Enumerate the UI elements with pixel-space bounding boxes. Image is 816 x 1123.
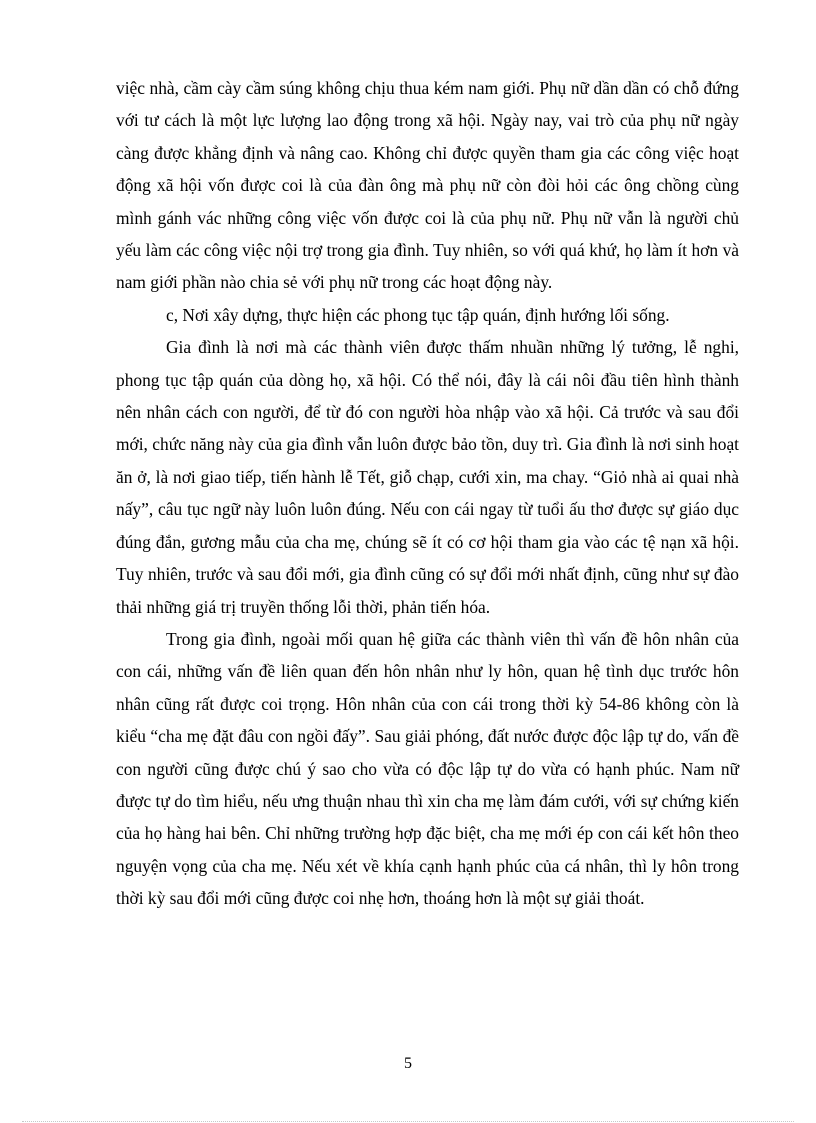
paragraph-continuation: việc nhà, cầm cày cầm súng không chịu thua kém nam giới. Phụ nữ dần dần có chỗ đứng với tư cách là một lực lượng lao động trong xã hội. Ngày nay, vai trò của phụ nữ ngày càng được khẳng định và nâng cao. Không chỉ được quyền tham gia các công việc hoạt động xã hội vốn được coi là của đàn ông mà phụ nữ còn đòi hỏi các ông chồng cùng mình gánh vác những công việc vốn được coi là của phụ nữ. Phụ nữ vẫn là người chủ yếu làm các công việc nội trợ trong gia đình. Tuy nhiên, so với quá khứ, họ làm ít hơn và nam giới phần nào chia sẻ với phụ nữ trong các hoạt động này.: [116, 78, 739, 293]
page-number: 5: [404, 1055, 412, 1072]
page-bottom-divider: [22, 1121, 794, 1122]
body-text: [116, 72, 739, 915]
section-heading-c: c, Nơi xây dựng, thực hiện các phong tục tập quán, định hướng lối sống.: [166, 304, 670, 325]
paragraph-family-customs: Gia đình là nơi mà các thành viên được thấm nhuần những lý tưởng, lễ nghi, phong tục tập quán của dòng họ, xã hội. Có thể nói, đây là cái nôi đầu tiên hình thành nên nhân cách con người, để từ đó con người hòa nhập vào xã hội. Cả trước và sau đổi mới, chức năng này của gia đình vẫn luôn được bảo tồn, duy trì. Gia đình là nơi sinh hoạt ăn ở, là nơi giao tiếp, tiến hành lễ Tết, giỗ chạp, cưới xin, ma chay. “Giỏ nhà ai quai nhà nấy”, câu tục ngữ này luôn luôn đúng. Nếu con cái ngay từ tuổi ấu thơ được sự giáo dục đúng đắn, gương mẫu của cha mẹ, chúng sẽ ít có cơ hội tham gia vào các tệ nạn xã hội. Tuy nhiên, trước và sau đổi mới, gia đình cũng có sự đổi mới nhất định, cũng như sự đào thải những giá trị truyền thống lỗi thời, phản tiến hóa.: [116, 337, 739, 617]
paragraph-marriage: Trong gia đình, ngoài mối quan hệ giữa các thành viên thì vấn đề hôn nhân của con cái, những vấn đề liên quan đến hôn nhân như ly hôn, quan hệ tình dục trước hôn nhân cũng rất được coi trọng. Hôn nhân của con cái trong thời kỳ 54-86 không còn là kiểu “cha mẹ đặt đâu con ngồi đấy”. Sau giải phóng, đất nước được độc lập tự do, vấn đề con người cũng được chú ý sao cho vừa có độc lập tự do vừa có hạnh phúc. Nam nữ được tự do tìm hiểu, nếu ưng thuận nhau thì xin cha mẹ làm đám cưới, với sự chứng kiến của họ hàng hai bên. Chỉ những trường hợp đặc biệt, cha mẹ mới ép con cái kết hôn theo nguyện vọng của cha mẹ. Nếu xét về khía cạnh hạnh phúc của cá nhân, thì ly hôn trong thời kỳ sau đổi mới cũng được coi nhẹ hơn, thoáng hơn là một sự giải thoát.: [116, 628, 739, 909]
